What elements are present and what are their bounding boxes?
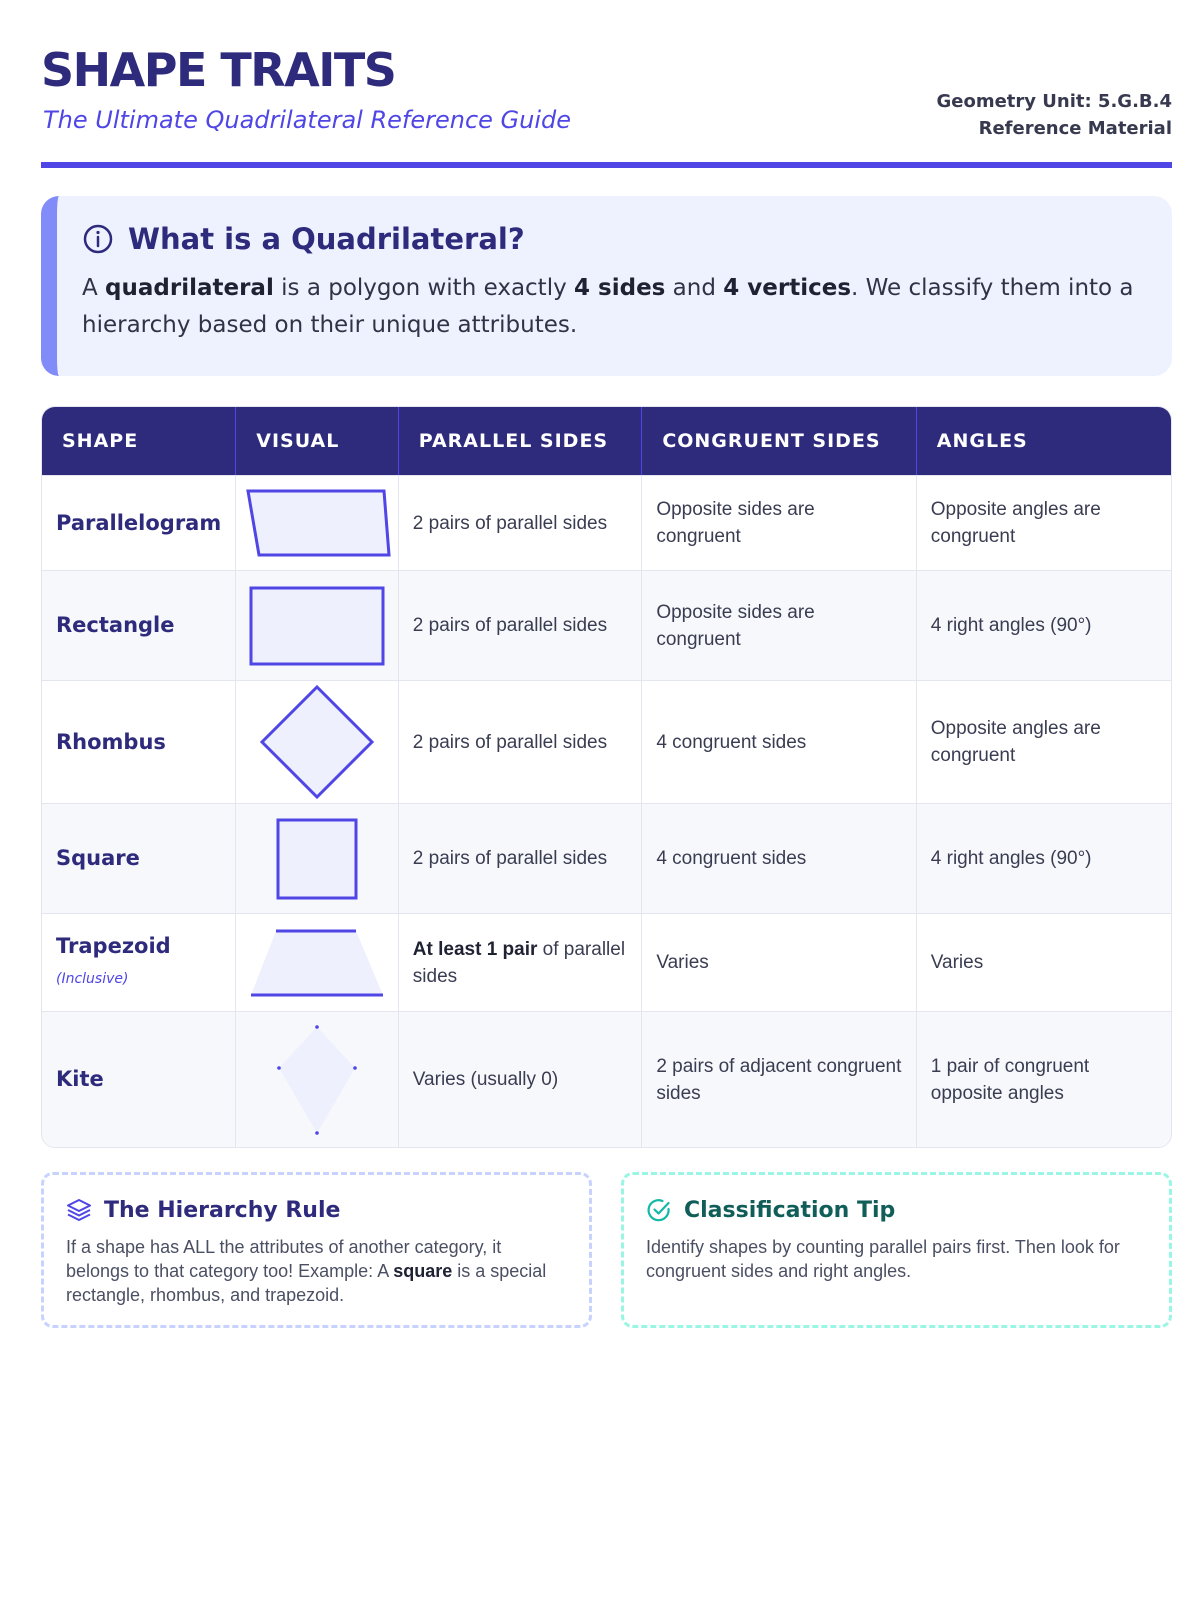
angles-cell: 4 right angles (90°) bbox=[917, 570, 1171, 680]
unit-label: Geometry Unit: 5.G.B.4 bbox=[936, 91, 1172, 112]
parallel-sides-rest: of parallel sides bbox=[412, 938, 626, 987]
shape-visual bbox=[236, 1011, 399, 1147]
angles-cell: Varies bbox=[917, 913, 1171, 1011]
angles-cell: Opposite angles are congruent bbox=[917, 680, 1171, 803]
shape-name: Rectangle bbox=[42, 570, 236, 680]
kite-icon bbox=[275, 1024, 359, 1136]
shape-name: Parallelogram bbox=[42, 475, 236, 570]
shape-visual bbox=[236, 475, 399, 570]
hierarchy-text-part: If a shape has ALL the attributes of another category, it belongs to that category too! Example: A bbox=[66, 1237, 502, 1281]
shape-name: Rhombus bbox=[42, 680, 236, 803]
classification-tip-heading bbox=[646, 1197, 1149, 1223]
intro-text-part: A bbox=[82, 275, 106, 301]
parallelogram-icon bbox=[242, 488, 392, 558]
page bbox=[41, 0, 1172, 1305]
classification-tip-text: Identify shapes by counting parallel pairs first. Then look for congruent sides and right angles. bbox=[646, 1237, 1120, 1281]
hierarchy-rule-text bbox=[66, 1235, 569, 1307]
check-circle-icon bbox=[646, 1197, 672, 1223]
hierarchy-rule-card bbox=[41, 1172, 592, 1328]
intro-text-part: is a polygon with exactly bbox=[273, 275, 575, 301]
congruent-sides-cell: Opposite sides are congruent bbox=[642, 475, 916, 570]
trapezoid-icon bbox=[247, 928, 387, 998]
layers-icon bbox=[66, 1197, 92, 1223]
parallel-sides-cell bbox=[399, 913, 643, 1011]
congruent-sides-cell: Opposite sides are congruent bbox=[642, 570, 916, 680]
table-row bbox=[42, 803, 1171, 913]
shape-name bbox=[42, 913, 236, 1011]
shape-visual bbox=[236, 913, 399, 1011]
congruent-sides-cell: 4 congruent sides bbox=[642, 803, 916, 913]
parallel-sides-emphasis: At least 1 pair bbox=[412, 938, 538, 960]
classification-tip-card bbox=[621, 1172, 1172, 1328]
table-row bbox=[42, 680, 1171, 803]
shape-visual bbox=[236, 803, 399, 913]
parallel-sides-cell: 2 pairs of parallel sides bbox=[399, 680, 643, 803]
rhombus-icon bbox=[258, 684, 376, 800]
column-header-congruent: CONGRUENT SIDES bbox=[642, 407, 916, 475]
table-row bbox=[42, 475, 1171, 570]
column-header-parallel: PARALLEL SIDES bbox=[399, 407, 643, 475]
page-header bbox=[41, 0, 1172, 168]
hierarchy-rule-heading bbox=[66, 1197, 569, 1223]
parallel-sides-cell: Varies (usually 0) bbox=[399, 1011, 643, 1147]
intro-vertices: 4 vertices bbox=[723, 275, 852, 301]
angles-cell: 4 right angles (90°) bbox=[917, 803, 1171, 913]
shape-name-text: Trapezoid bbox=[56, 933, 171, 958]
info-icon bbox=[82, 223, 114, 255]
hierarchy-example-term: square bbox=[393, 1261, 453, 1281]
intro-title: What is a Quadrilateral? bbox=[128, 222, 525, 256]
table-row bbox=[42, 1011, 1171, 1147]
intro-heading bbox=[82, 222, 1148, 256]
shape-name: Square bbox=[42, 803, 236, 913]
intro-text-part: . We classify them into a hierarchy based on their unique attributes. bbox=[82, 275, 1134, 338]
congruent-sides-cell: Varies bbox=[642, 913, 916, 1011]
column-header-visual: VISUAL bbox=[236, 407, 399, 475]
material-label: Reference Material bbox=[978, 118, 1172, 139]
classification-tip-title: Classification Tip bbox=[684, 1197, 896, 1223]
shape-name: Kite bbox=[42, 1011, 236, 1147]
header-meta bbox=[936, 88, 1172, 142]
intro-text bbox=[82, 270, 1148, 344]
traits-table bbox=[41, 406, 1172, 1148]
square-icon bbox=[275, 817, 359, 901]
intro-term: quadrilateral bbox=[105, 275, 274, 301]
angles-cell: Opposite angles are congruent bbox=[917, 475, 1171, 570]
shape-visual bbox=[236, 680, 399, 803]
congruent-sides-cell: 4 congruent sides bbox=[642, 680, 916, 803]
intro-text-part: and bbox=[665, 275, 724, 301]
congruent-sides-cell: 2 pairs of adjacent congruent sides bbox=[642, 1011, 916, 1147]
intro-card bbox=[41, 196, 1172, 376]
shape-visual bbox=[236, 570, 399, 680]
inclusive-note: (Inclusive) bbox=[56, 970, 129, 987]
table-header-row bbox=[42, 407, 1171, 475]
parallel-sides-cell: 2 pairs of parallel sides bbox=[399, 570, 643, 680]
page-subtitle: The Ultimate Quadrilateral Reference Guide bbox=[43, 106, 572, 134]
column-header-shape: SHAPE bbox=[42, 407, 236, 475]
rectangle-icon bbox=[247, 584, 387, 668]
hierarchy-text-part: is a special rectangle, rhombus, and trapezoid. bbox=[66, 1261, 547, 1305]
intro-sides: 4 sides bbox=[574, 275, 666, 301]
page-title: SHAPE TRAITS bbox=[41, 43, 396, 97]
table-row bbox=[42, 570, 1171, 680]
parallel-sides-cell: 2 pairs of parallel sides bbox=[399, 475, 643, 570]
angles-cell: 1 pair of congruent opposite angles bbox=[917, 1011, 1171, 1147]
column-header-angles: ANGLES bbox=[917, 407, 1171, 475]
parallel-sides-cell: 2 pairs of parallel sides bbox=[399, 803, 643, 913]
hierarchy-rule-title: The Hierarchy Rule bbox=[104, 1197, 341, 1223]
table-row bbox=[42, 913, 1171, 1011]
